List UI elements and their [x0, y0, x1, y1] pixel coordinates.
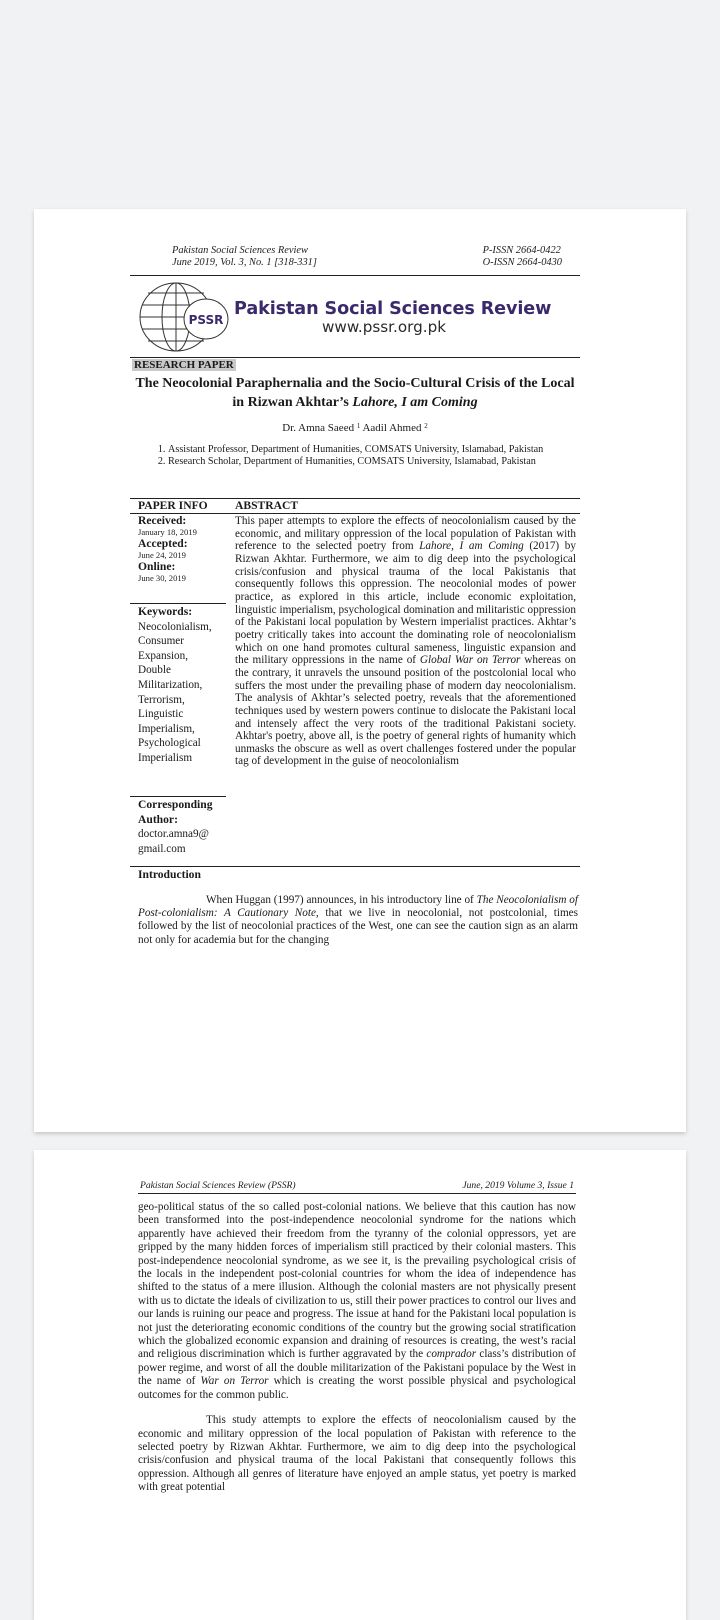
intro-italic: The Neocolonialism of Post-colonialism: A Cautionary Note,	[138, 894, 578, 920]
intro-part: When Huggan (1997) announces, in his introductory line of	[206, 894, 477, 906]
online-label: Online:	[138, 560, 176, 573]
o-issn: O-ISSN 2664-0430	[482, 257, 562, 268]
keyword: Double	[138, 664, 171, 677]
accepted-date: June 24, 2019	[138, 550, 186, 560]
journal-url[interactable]: www.pssr.org.pk	[322, 318, 447, 336]
p-issn: P-ISSN 2664-0422	[482, 245, 561, 256]
document-page-1	[34, 209, 686, 1132]
paragraph: This study attempts to explore the effects of neocolonialism caused by the economic and military oppression of the local population of Pakistan with reference to the selected poetry by Rizwan Akhtar. Furthermore, we aim to dig deep into the psychological crisis/confusion and physical trauma of the local Pakistani that consequently follows this oppression. Although all genres of literature have enjoyed an ample status, yet poetry is marked with great potential	[138, 1414, 576, 1494]
para-part: which is creating the worst possible physical and psychological outcomes for the common public.	[138, 1375, 577, 1401]
abstract-italic: Lahore, I am Coming	[419, 540, 524, 553]
keyword: Terrorism,	[138, 693, 185, 706]
journal-name: Pakistan Social Sciences Review	[172, 245, 308, 256]
body-text	[138, 1201, 576, 1507]
email-line-2[interactable]: gmail.com	[138, 842, 186, 855]
keyword: Imperialism,	[138, 722, 195, 735]
affiliation-item: 1. Assistant Professor, Department of Humanities, COMSATS University, Islamabad, Pakistan	[168, 444, 580, 456]
para-italic: comprador	[426, 1348, 477, 1361]
author-affil-mark: 2	[424, 422, 428, 430]
keyword: Imperialism	[138, 751, 193, 764]
author-list	[130, 419, 580, 435]
divider	[130, 796, 226, 797]
running-header	[130, 243, 580, 276]
dates-block	[138, 515, 230, 584]
abstract-heading: ABSTRACT	[235, 499, 299, 512]
logo-badge-text: PSSR	[188, 313, 224, 327]
journal-brand-title: Pakistan Social Sciences Review	[234, 299, 552, 319]
author-label: Author:	[138, 812, 178, 826]
intro-part: that we live in neocolonial, not postcolonial, times followed by the list of neocolonial practices of the West, one can see the caution sign as an alarm not only for academia but for the changing	[138, 907, 578, 946]
keyword: Militarization,	[138, 678, 203, 691]
journal-logo-block	[130, 277, 580, 358]
keyword: Consumer	[138, 635, 184, 648]
running-header-issue: June, 2019 Volume 3, Issue 1	[462, 1180, 574, 1191]
author-affil-mark: 1	[356, 422, 361, 430]
para-part: class’s distribution of power regime, and worst of all the double militarization of the Pakistani populace by the West in the name of	[138, 1348, 576, 1388]
author-name: Dr. Amna Saeed	[282, 422, 355, 434]
article-type: RESEARCH PAPER	[134, 359, 234, 371]
paper-info-heading: PAPER INFO	[138, 499, 208, 512]
divider	[130, 603, 226, 604]
received-date: January 18, 2019	[138, 527, 197, 537]
corresponding-author-block	[138, 798, 232, 856]
accepted-label: Accepted:	[138, 537, 188, 550]
keyword: Neocolonialism,	[138, 620, 212, 633]
email-line-1[interactable]: doctor.amna9@	[138, 828, 209, 841]
abstract-italic: Global War on Terror	[419, 654, 521, 667]
abstract-part: whereas on the contrary, it unravels the unsound position of the postcolonial local who suffers the most under the prevailing phase of modern day neocolonialism. The analysis of Akhtar’s selected poetry, reveals that the aforementioned techniques used by western powers continue to dislocate the Pakistani local and intensely affect the very roots of the traditional Pakistani society. Akhtar's poetry, above all, is the poetry of general rights of humanity which unmasks the obscure as well as overt challenges fostered under the popular tag of development in the guise of neocolonialism	[235, 654, 576, 768]
paper-info-table	[130, 498, 580, 867]
introduction-paragraph	[138, 894, 578, 947]
title-italic: Lahore, I am Coming	[352, 395, 478, 410]
corresponding-label: Corresponding	[138, 798, 213, 811]
article-type-label	[130, 358, 580, 372]
issue-info: June 2019, Vol. 3, No. 1 [318-331]	[172, 257, 317, 268]
received-label: Received:	[138, 514, 187, 527]
title-main: The Neocolonial Paraphernalia and the Socio-Cultural Crisis of the Local in Rizwan Akhtar’s	[135, 376, 575, 410]
affiliations	[130, 444, 580, 468]
keywords-block	[138, 605, 232, 766]
globe-logo-icon	[136, 279, 232, 355]
introduction-heading: Introduction	[138, 868, 201, 881]
keyword: Expansion,	[138, 649, 189, 662]
para-part: geo-political status of the so called post-colonial nations. We believe that this caution has now been transformed into the post-independence neocolonial syndrome for the nations which apparently have achieved their freedom from the tyranny of the colonial oppressors, yet are gripped by the many hidden forces of imperialism still practiced by their colonial masters. This post-independence neocolonial syndrome, as we see it, is the prevailing psychological crisis of the locals in the independent post-colonial countries for whom the idea of independence has shifted to the status of a mere illusion. Although the colonial masters are not physically present with us to dictate the ideals of civilization to us, still their power practices to control our lives and our lands is ruining our peace and progress. The issue at hand for the Pakistani local population is not just the deteriorating economic conditions of the country but the growing social stratification which the globalized economic expansion and draining of resources is creating, the west’s racial and religious discrimination which is further aggravated by the	[138, 1201, 576, 1361]
keyword: Linguistic	[138, 708, 184, 721]
info-table-header	[130, 499, 580, 514]
online-date: June 30, 2019	[138, 573, 186, 583]
affiliation-item: 2. Research Scholar, Department of Humanities, COMSATS University, Islamabad, Pakistan	[168, 456, 580, 468]
author-name: Aadil Ahmed	[362, 422, 422, 434]
keywords-label: Keywords:	[138, 605, 193, 618]
document-page-2	[34, 1150, 686, 1620]
abstract-part: This paper attempts to explore the effects of neocolonialism caused by the economic, and military oppression of the local population of Pakistan with reference to the selected poetry from	[235, 515, 576, 553]
keyword: Psychological	[138, 737, 201, 750]
para-italic: War on Terror	[200, 1375, 269, 1388]
running-header-page-2	[138, 1180, 576, 1194]
abstract-text	[235, 515, 576, 768]
abstract-part: (2017) by Rizwan Akhtar. Furthermore, we aim to dig deep into the psychological crisis/confusion and physical trauma of the local Pakistanis that consequently follows this oppression. The neocolonial modes of power practice, as explored in this article, include economic exploitation, linguistic imperialism, psychological domination and militaristic oppression of the Pakistani local population by Western imperialist practices. Akhtar’s poetry critically takes into account the dominating role of neocolonialism which on one hand promotes cultural sameness, linguistic expansion and the military oppressions in the name of	[235, 540, 576, 667]
paragraph	[138, 1201, 576, 1402]
paper-title	[130, 374, 580, 412]
running-header-journal: Pakistan Social Sciences Review (PSSR)	[140, 1180, 296, 1191]
